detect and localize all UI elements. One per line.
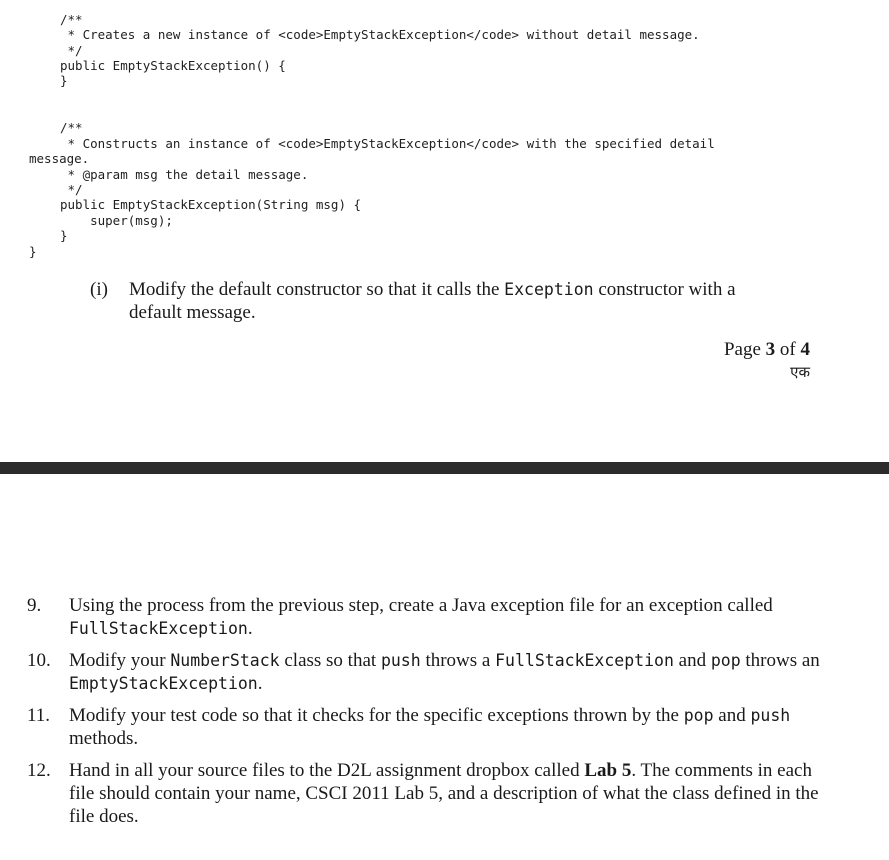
step-text: Hand in all your source files to the D2L assignment dropbox called xyxy=(69,760,585,781)
step-item xyxy=(27,649,827,695)
code-line: * Constructs an instance of <code>EmptyStackException</code> with the specified detail xyxy=(60,136,715,151)
step-item xyxy=(27,759,827,828)
inline-code: FullStackException xyxy=(495,651,674,670)
step-number: 9. xyxy=(27,595,42,616)
inline-code: Exception xyxy=(504,280,594,299)
step-item xyxy=(27,594,827,640)
inline-code: pop xyxy=(683,706,714,725)
step-text: class so that xyxy=(279,650,381,671)
code-line: public EmptyStackException() { xyxy=(60,58,286,73)
inline-code: FullStackException xyxy=(69,619,248,638)
inline-code: push xyxy=(750,706,791,725)
inline-code: pop xyxy=(710,651,741,670)
step-text: Modify your test code so that it checks for the specific exceptions thrown by the xyxy=(69,705,684,726)
inline-code: push xyxy=(380,651,421,670)
step-text: throws an xyxy=(740,650,820,671)
inline-code: NumberStack xyxy=(170,651,280,670)
code-line: * Creates a new instance of <code>EmptyStackException</code> without detail message. xyxy=(60,27,700,42)
code-line: super(msg); xyxy=(60,213,173,228)
code-line: message. xyxy=(29,151,90,166)
step-text: . xyxy=(247,618,253,639)
step-text: methods. xyxy=(69,728,139,749)
step-text: and xyxy=(673,650,711,671)
step-number: 11. xyxy=(27,705,51,726)
code-line: */ xyxy=(60,43,83,58)
question-i xyxy=(90,278,815,324)
page-number: Page 3 of 4 xyxy=(723,339,810,360)
step-text: Using the process from the previous step, create a Java exception file for an exception called xyxy=(69,595,773,616)
step-text: Modify your xyxy=(69,650,171,671)
code-line: */ xyxy=(60,182,83,197)
step-number: 10. xyxy=(27,650,51,671)
code-line: /** xyxy=(60,120,83,135)
step-number: 12. xyxy=(27,760,51,781)
code-line: } xyxy=(60,73,68,88)
bold-text: Lab 5 xyxy=(584,760,632,781)
code-line: * @param msg the detail message. xyxy=(60,167,309,182)
step-text: throws a xyxy=(420,650,496,671)
devanagari-label: एक xyxy=(790,363,810,381)
code-line: } xyxy=(60,228,68,243)
steps-list xyxy=(27,594,827,837)
step-text: . The comments in each file should contain your name, CSCI 2011 Lab 5, and a description of what the class defined in the file does. xyxy=(69,760,819,827)
step-item xyxy=(27,704,827,750)
inline-code: EmptyStackException xyxy=(69,674,258,693)
code-line: } xyxy=(29,244,37,259)
question-text: Modify the default constructor so that it calls the Exception constructor with a default message. xyxy=(129,279,736,323)
step-text: and xyxy=(713,705,751,726)
step-text: . xyxy=(257,673,263,694)
question-number: (i) xyxy=(90,279,108,300)
code-line: public EmptyStackException(String msg) { xyxy=(60,197,362,212)
page-divider xyxy=(0,462,889,474)
code-line: /** xyxy=(60,12,83,27)
